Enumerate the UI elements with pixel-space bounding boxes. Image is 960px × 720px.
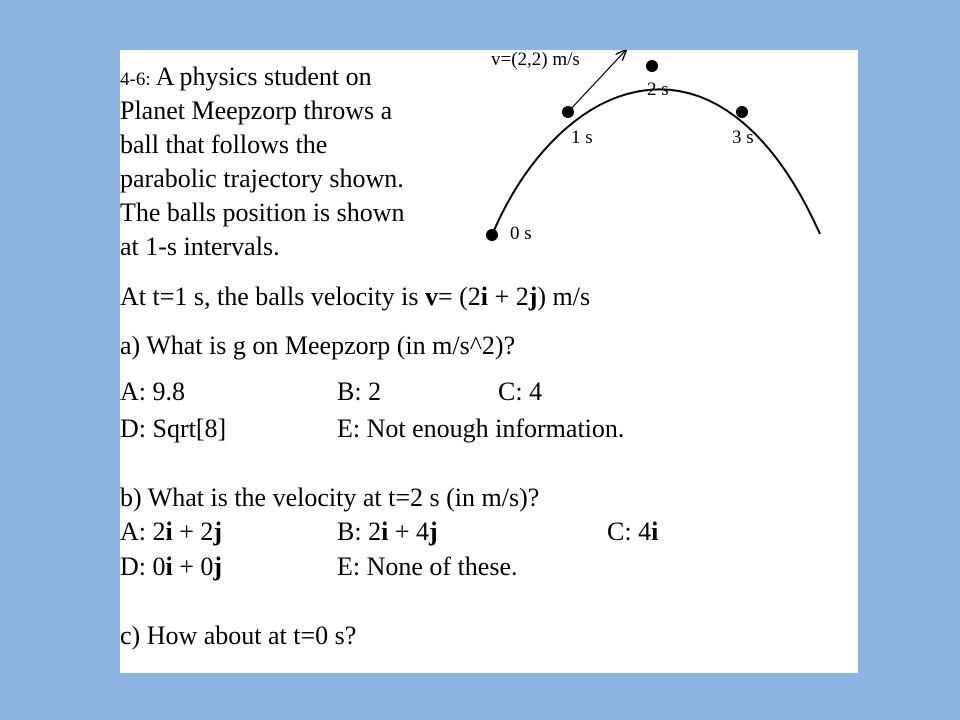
- opt-i: i: [381, 517, 389, 546]
- statement-prefix: At t=1 s, the balls velocity is: [120, 282, 425, 311]
- trajectory-diagram: [120, 50, 858, 310]
- opt-text: + 0: [172, 552, 214, 581]
- statement-suffix: ) m/s: [537, 282, 591, 311]
- opt-text: C: 4: [607, 517, 652, 546]
- intro-text: A physics student on: [155, 62, 372, 91]
- ball-point-0s: [486, 229, 498, 241]
- question-b-option-c: [607, 519, 658, 545]
- question-a-option-d: D: Sqrt[8]: [120, 414, 227, 443]
- problem-intro-line-3: ball that follows the: [120, 130, 328, 159]
- opt-i: i: [651, 517, 659, 546]
- parabola-curve: [492, 89, 820, 235]
- question-a-option-c: C: 4: [498, 377, 543, 406]
- question-b-option-e: E: None of these.: [337, 552, 518, 581]
- problem-intro-line-2: Planet Meepzorp throws a: [120, 96, 393, 125]
- opt-i: i: [165, 517, 173, 546]
- velocity-label: v=(2,2) m/s: [491, 49, 580, 70]
- point-label-1s: 1 s: [571, 127, 593, 148]
- statement-j: j: [528, 282, 538, 311]
- problem-number: 4-6:: [120, 69, 151, 90]
- slide: [120, 50, 858, 673]
- opt-text: A: 2: [120, 517, 166, 546]
- problem-intro-line-4: parabolic trajectory shown.: [120, 164, 404, 193]
- point-label-2s: 2 s: [647, 79, 669, 100]
- ball-point-3s: [736, 106, 748, 118]
- question-c: c) How about at t=0 s?: [120, 621, 357, 650]
- ball-point-1s: [562, 106, 574, 118]
- problem-intro-line-6: at 1-s intervals.: [120, 232, 280, 261]
- opt-text: + 2: [172, 517, 214, 546]
- opt-j: j: [213, 517, 223, 546]
- statement-i: i: [480, 282, 489, 311]
- statement-plus: + 2: [488, 282, 529, 311]
- statement-mid: = (2: [437, 282, 481, 311]
- point-label-0s: 0 s: [510, 223, 532, 244]
- question-a-option-a: A: 9.8: [120, 377, 185, 406]
- point-label-3s: 3 s: [732, 127, 754, 148]
- ball-point-2s: [646, 60, 658, 72]
- opt-j: j: [428, 517, 438, 546]
- opt-j: j: [213, 552, 223, 581]
- statement-v: v: [424, 282, 438, 311]
- question-a: a) What is g on Meepzorp (in m/s^2)?: [120, 331, 516, 360]
- question-b-option-a: [120, 519, 222, 545]
- question-b: b) What is the velocity at t=2 s (in m/s)?: [120, 483, 540, 512]
- opt-text: + 4: [388, 517, 429, 546]
- velocity-statement: [120, 284, 590, 310]
- question-b-option-d: [120, 554, 222, 580]
- opt-i: i: [165, 552, 173, 581]
- opt-text: D: 0: [120, 552, 166, 581]
- opt-text: B: 2: [337, 517, 382, 546]
- problem-intro-line-5: The balls position is shown: [120, 198, 405, 227]
- question-b-option-b: [337, 519, 438, 545]
- question-a-option-e: E: Not enough information.: [337, 414, 625, 443]
- question-a-option-b: B: 2: [337, 377, 382, 406]
